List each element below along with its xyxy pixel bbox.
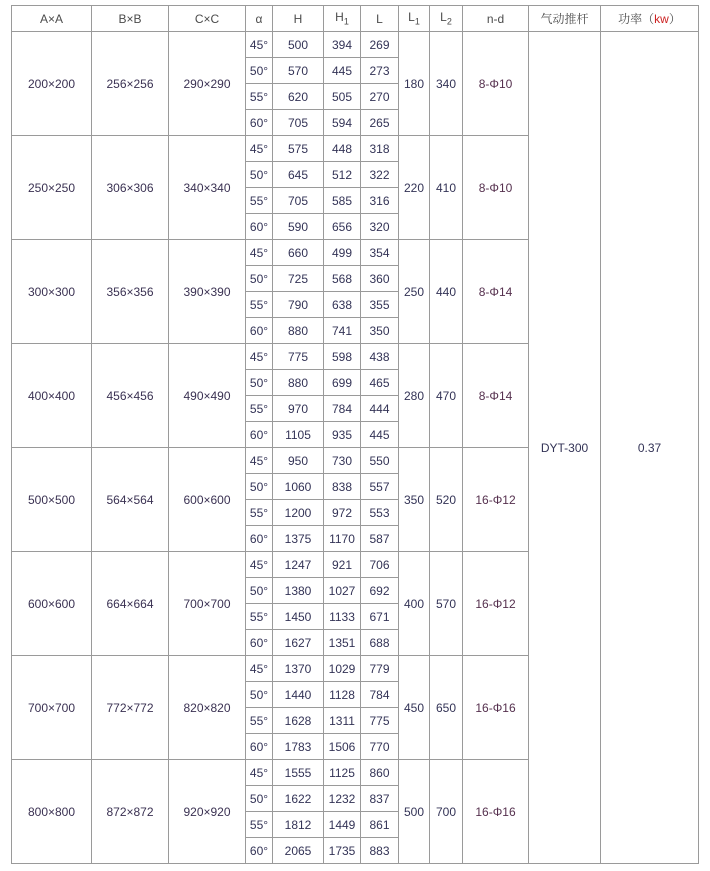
cell-l: 671 (361, 604, 399, 630)
cell-bxb: 456×456 (92, 344, 169, 448)
cell-h: 1060 (273, 474, 324, 500)
cell-cxc: 820×820 (169, 656, 246, 760)
cell-alpha: 60° (246, 110, 273, 136)
cell-h: 1200 (273, 500, 324, 526)
cell-l: 265 (361, 110, 399, 136)
cell-alpha: 60° (246, 838, 273, 864)
cell-h1: 1170 (324, 526, 361, 552)
cell-l2: 520 (430, 448, 463, 552)
cell-h1: 594 (324, 110, 361, 136)
cell-l2: 650 (430, 656, 463, 760)
cell-alpha: 60° (246, 734, 273, 760)
cell-l: 273 (361, 58, 399, 84)
header-col-5: $H_1$ (324, 6, 361, 32)
cell-h1: 935 (324, 422, 361, 448)
cell-alpha: 45° (246, 760, 273, 786)
cell-h1: 512 (324, 162, 361, 188)
cell-h1: 394 (324, 32, 361, 58)
header-col-11: 功率（kw） (601, 6, 699, 32)
cell-h: 880 (273, 318, 324, 344)
cell-alpha: 50° (246, 786, 273, 812)
cell-h: 1105 (273, 422, 324, 448)
table-body (12, 32, 699, 864)
cell-h: 1440 (273, 682, 324, 708)
cell-alpha: 45° (246, 656, 273, 682)
cell-alpha: 50° (246, 578, 273, 604)
cell-l1: 400 (399, 552, 430, 656)
cell-axa: 700×700 (12, 656, 92, 760)
cell-alpha: 50° (246, 58, 273, 84)
cell-alpha: 50° (246, 266, 273, 292)
cell-h1: 972 (324, 500, 361, 526)
cell-axa: 800×800 (12, 760, 92, 864)
cell-h: 970 (273, 396, 324, 422)
header-col-2: C×C (169, 6, 246, 32)
cell-l: 318 (361, 136, 399, 162)
cell-l1: 450 (399, 656, 430, 760)
cell-l: 322 (361, 162, 399, 188)
cell-h: 1247 (273, 552, 324, 578)
cell-l: 465 (361, 370, 399, 396)
cell-h: 790 (273, 292, 324, 318)
cell-l: 692 (361, 578, 399, 604)
cell-h: 590 (273, 214, 324, 240)
header-col-10: 气动推杆 (529, 6, 601, 32)
cell-alpha: 55° (246, 396, 273, 422)
header-col-0: A×A (12, 6, 92, 32)
cell-alpha: 45° (246, 32, 273, 58)
cell-cxc: 600×600 (169, 448, 246, 552)
cell-alpha: 45° (246, 552, 273, 578)
cell-bxb: 564×564 (92, 448, 169, 552)
cell-h1: 699 (324, 370, 361, 396)
cell-h1: 568 (324, 266, 361, 292)
header-col-9: n-d (463, 6, 529, 32)
cell-l: 706 (361, 552, 399, 578)
table-row (12, 32, 699, 58)
header-col-7: $L_1$ (399, 6, 430, 32)
cell-l1: 180 (399, 32, 430, 136)
cell-h: 2065 (273, 838, 324, 864)
header-row (12, 6, 699, 32)
cell-alpha: 45° (246, 344, 273, 370)
power-unit-accent: kw (654, 11, 669, 26)
cell-h1: 1232 (324, 786, 361, 812)
cell-l: 779 (361, 656, 399, 682)
cell-h1: 1735 (324, 838, 361, 864)
cell-h1: 1027 (324, 578, 361, 604)
cell-nd: 16-Φ12 (463, 448, 529, 552)
cell-axa: 600×600 (12, 552, 92, 656)
cell-h1: 838 (324, 474, 361, 500)
cell-l: 587 (361, 526, 399, 552)
cell-l: 861 (361, 812, 399, 838)
cell-h: 1812 (273, 812, 324, 838)
cell-l: 837 (361, 786, 399, 812)
header-col-4: H (273, 6, 324, 32)
cell-h: 575 (273, 136, 324, 162)
cell-nd: 8-Φ14 (463, 240, 529, 344)
cell-h1: 585 (324, 188, 361, 214)
cell-h: 660 (273, 240, 324, 266)
cell-h1: 1133 (324, 604, 361, 630)
cell-bxb: 306×306 (92, 136, 169, 240)
cell-h: 1555 (273, 760, 324, 786)
cell-axa: 200×200 (12, 32, 92, 136)
cell-h1: 505 (324, 84, 361, 110)
cell-alpha: 60° (246, 318, 273, 344)
cell-h: 570 (273, 58, 324, 84)
cell-alpha: 55° (246, 812, 273, 838)
cell-h1: 741 (324, 318, 361, 344)
cell-h1: 1351 (324, 630, 361, 656)
cell-alpha: 55° (246, 708, 273, 734)
cell-cxc: 390×390 (169, 240, 246, 344)
cell-alpha: 55° (246, 292, 273, 318)
cell-l1: 500 (399, 760, 430, 864)
cell-h1: 921 (324, 552, 361, 578)
cell-h: 645 (273, 162, 324, 188)
cell-l: 350 (361, 318, 399, 344)
cell-cxc: 700×700 (169, 552, 246, 656)
cell-nd: 8-Φ10 (463, 32, 529, 136)
cell-h: 950 (273, 448, 324, 474)
cell-nd: 8-Φ10 (463, 136, 529, 240)
cell-bxb: 356×356 (92, 240, 169, 344)
cell-l2: 340 (430, 32, 463, 136)
cell-bxb: 256×256 (92, 32, 169, 136)
cell-l1: 350 (399, 448, 430, 552)
cell-nd: 16-Φ12 (463, 552, 529, 656)
cell-bxb: 772×772 (92, 656, 169, 760)
cell-power: 0.37 (601, 32, 699, 864)
cell-h1: 656 (324, 214, 361, 240)
cell-axa: 300×300 (12, 240, 92, 344)
cell-alpha: 50° (246, 162, 273, 188)
cell-l: 438 (361, 344, 399, 370)
cell-alpha: 50° (246, 682, 273, 708)
cell-h: 725 (273, 266, 324, 292)
cell-l: 860 (361, 760, 399, 786)
cell-h1: 1125 (324, 760, 361, 786)
cell-alpha: 60° (246, 422, 273, 448)
cell-alpha: 55° (246, 84, 273, 110)
header-col-6: L (361, 6, 399, 32)
cell-l: 553 (361, 500, 399, 526)
cell-nd: 16-Φ16 (463, 760, 529, 864)
cell-cxc: 920×920 (169, 760, 246, 864)
cell-nd: 8-Φ14 (463, 344, 529, 448)
cell-l: 269 (361, 32, 399, 58)
cell-alpha: 45° (246, 240, 273, 266)
spec-table (11, 5, 699, 864)
cell-l: 550 (361, 448, 399, 474)
cell-l2: 470 (430, 344, 463, 448)
cell-l: 270 (361, 84, 399, 110)
cell-axa: 500×500 (12, 448, 92, 552)
cell-h1: 1506 (324, 734, 361, 760)
cell-l: 784 (361, 682, 399, 708)
cell-alpha: 55° (246, 188, 273, 214)
cell-h: 1627 (273, 630, 324, 656)
cell-l1: 250 (399, 240, 430, 344)
cell-l: 444 (361, 396, 399, 422)
cell-l: 445 (361, 422, 399, 448)
cell-l2: 410 (430, 136, 463, 240)
header-col-1: B×B (92, 6, 169, 32)
cell-h1: 598 (324, 344, 361, 370)
cell-h: 705 (273, 188, 324, 214)
cell-h1: 784 (324, 396, 361, 422)
cell-h: 880 (273, 370, 324, 396)
cell-l1: 280 (399, 344, 430, 448)
cell-l: 320 (361, 214, 399, 240)
cell-h: 1370 (273, 656, 324, 682)
cell-h: 1783 (273, 734, 324, 760)
cell-alpha: 55° (246, 500, 273, 526)
cell-nd: 16-Φ16 (463, 656, 529, 760)
cell-alpha: 60° (246, 214, 273, 240)
cell-l: 770 (361, 734, 399, 760)
cell-cxc: 290×290 (169, 32, 246, 136)
cell-bxb: 664×664 (92, 552, 169, 656)
cell-h: 1622 (273, 786, 324, 812)
cell-axa: 250×250 (12, 136, 92, 240)
cell-l: 775 (361, 708, 399, 734)
header-col-8: $L_2$ (430, 6, 463, 32)
cell-alpha: 45° (246, 136, 273, 162)
cell-alpha: 50° (246, 474, 273, 500)
cell-h: 775 (273, 344, 324, 370)
cell-l2: 570 (430, 552, 463, 656)
cell-h: 1628 (273, 708, 324, 734)
cell-h: 1375 (273, 526, 324, 552)
cell-alpha: 60° (246, 526, 273, 552)
cell-l: 360 (361, 266, 399, 292)
cell-h1: 1449 (324, 812, 361, 838)
cell-h1: 1128 (324, 682, 361, 708)
cell-l1: 220 (399, 136, 430, 240)
cell-l: 355 (361, 292, 399, 318)
cell-l: 316 (361, 188, 399, 214)
cell-alpha: 50° (246, 370, 273, 396)
cell-h1: 445 (324, 58, 361, 84)
cell-l: 883 (361, 838, 399, 864)
cell-alpha: 55° (246, 604, 273, 630)
cell-l2: 440 (430, 240, 463, 344)
cell-actuator: DYT-300 (529, 32, 601, 864)
cell-h1: 730 (324, 448, 361, 474)
cell-l: 688 (361, 630, 399, 656)
cell-bxb: 872×872 (92, 760, 169, 864)
cell-h: 705 (273, 110, 324, 136)
cell-l: 557 (361, 474, 399, 500)
cell-cxc: 340×340 (169, 136, 246, 240)
cell-h: 1450 (273, 604, 324, 630)
cell-cxc: 490×490 (169, 344, 246, 448)
cell-h1: 638 (324, 292, 361, 318)
cell-h: 500 (273, 32, 324, 58)
cell-h: 1380 (273, 578, 324, 604)
cell-h: 620 (273, 84, 324, 110)
cell-alpha: 60° (246, 630, 273, 656)
header-col-3: α (246, 6, 273, 32)
cell-l2: 700 (430, 760, 463, 864)
cell-l: 354 (361, 240, 399, 266)
cell-h1: 448 (324, 136, 361, 162)
cell-axa: 400×400 (12, 344, 92, 448)
cell-h1: 499 (324, 240, 361, 266)
cell-h1: 1311 (324, 708, 361, 734)
cell-h1: 1029 (324, 656, 361, 682)
cell-alpha: 45° (246, 448, 273, 474)
